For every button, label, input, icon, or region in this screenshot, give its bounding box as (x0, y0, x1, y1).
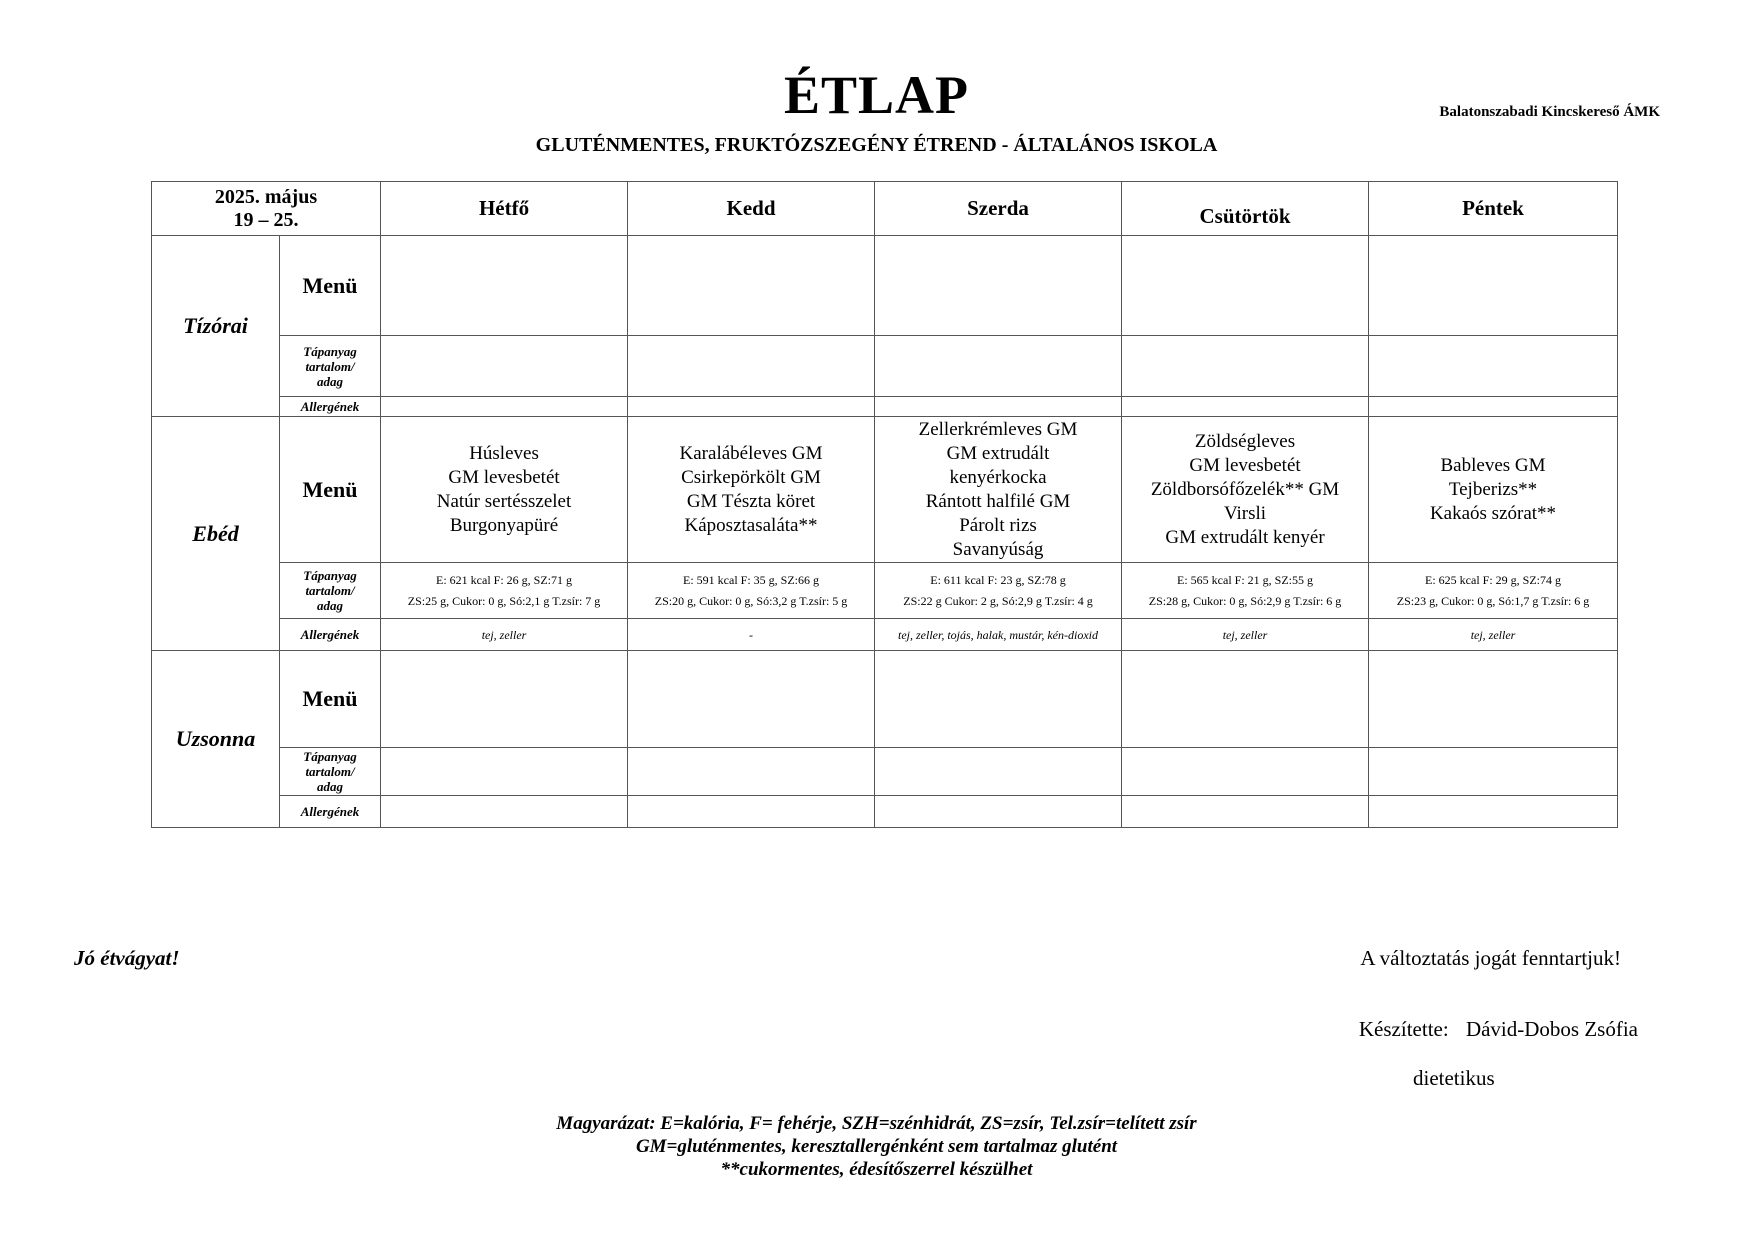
page-subtitle: GLUTÉNMENTES, FRUKTÓZSZEGÉNY ÉTREND - ÁLTALÁNOS ISKOLA (535, 134, 1218, 156)
menu-cell-friday: Bableves GM Tejberizs** Kakaós szórat** (1369, 417, 1618, 563)
allergen-cell-friday: tej, zeller (1369, 619, 1618, 651)
nutrition-cell (628, 748, 875, 796)
allergen-cell (1369, 796, 1618, 828)
legend (0, 1112, 1753, 1181)
menu-cell (875, 236, 1122, 336)
row-label-allergens: Allergének (280, 796, 381, 828)
allergen-cell (381, 796, 628, 828)
author-role: dietetikus (1413, 1066, 1495, 1090)
row-label-allergens: Allergének (280, 397, 381, 417)
nutrition-cell (1369, 336, 1618, 397)
meal-label-tizorai: Tízórai (152, 236, 280, 417)
menu-cell (875, 651, 1122, 748)
menu-cell (1122, 651, 1369, 748)
nutrition-cell-wednesday: E: 611 kcal F: 23 g, SZ:78 g ZS:22 g Cukor: 2 g, Só:2,9 g T.zsír: 4 g (875, 563, 1122, 619)
nutrition-cell (381, 748, 628, 796)
nutrition-cell (875, 336, 1122, 397)
table-row (152, 397, 1618, 417)
menu-cell (381, 651, 628, 748)
menu-cell (1369, 236, 1618, 336)
date-days: 19 – 25. (233, 208, 299, 231)
row-label-menu: Menü (280, 417, 381, 563)
rights-notice: A változtatás jogát fenntartjuk! (1360, 946, 1621, 970)
menu-cell-wednesday: Zellerkrémleves GM GM extrudált kenyérkocka Rántott halfilé GM Párolt rizs Savanyúság (875, 417, 1122, 563)
legend-line: Magyarázat: E=kalória, F= fehérje, SZH=szénhidrát, ZS=zsír, Tel.zsír=telített zsír (556, 1113, 1197, 1134)
nutrition-cell (628, 336, 875, 397)
allergen-cell (381, 397, 628, 417)
menu-cell-tuesday: Karalábéleves GM Csirkepörkölt GM GM Tészta köret Káposztasaláta** (628, 417, 875, 563)
allergen-cell (875, 397, 1122, 417)
menu-cell (1369, 651, 1618, 748)
row-label-menu: Menü (280, 651, 381, 748)
date-range-cell (152, 182, 381, 236)
menu-cell (628, 236, 875, 336)
table-row (152, 748, 1618, 796)
allergen-cell-wednesday: tej, zeller, tojás, halak, mustár, kén-dioxid (875, 619, 1122, 651)
header-row (152, 182, 1618, 236)
nutrition-cell (875, 748, 1122, 796)
menu-cell-monday: Húsleves GM levesbetét Natúr sertésszelet Burgonyapüré (381, 417, 628, 563)
table-row (152, 796, 1618, 828)
day-header-friday: Péntek (1369, 182, 1618, 236)
allergen-cell (1122, 397, 1369, 417)
menu-cell (628, 651, 875, 748)
table-row (152, 619, 1618, 651)
nutrition-cell (1122, 336, 1369, 397)
meal-label-uzsonna: Uzsonna (152, 651, 280, 828)
organization-name: Balatonszabadi Kincskereső ÁMK (1439, 104, 1660, 120)
nutrition-cell-thursday: E: 565 kcal F: 21 g, SZ:55 g ZS:28 g, Cukor: 0 g, Só:2,9 g T.zsír: 6 g (1122, 563, 1369, 619)
menu-cell-thursday: Zöldségleves GM levesbetét Zöldborsófőzelék** GM Virsli GM extrudált kenyér (1122, 417, 1369, 563)
table-row (152, 417, 1618, 563)
greeting-text: Jó étvágyat! (74, 946, 180, 970)
allergen-cell (628, 397, 875, 417)
prepared-by-name: Dávid-Dobos Zsófia (1465, 1017, 1638, 1041)
allergen-cell-thursday: tej, zeller (1122, 619, 1369, 651)
nutrition-cell (1369, 748, 1618, 796)
table-row (152, 651, 1618, 748)
day-header-wednesday: Szerda (875, 182, 1122, 236)
day-header-tuesday: Kedd (628, 182, 875, 236)
allergen-cell (1122, 796, 1369, 828)
table-row (152, 563, 1618, 619)
nutrition-cell-friday: E: 625 kcal F: 29 g, SZ:74 g ZS:23 g, Cukor: 0 g, Só:1,7 g T.zsír: 6 g (1369, 563, 1618, 619)
menu-cell (1122, 236, 1369, 336)
allergen-cell-monday: tej, zeller (381, 619, 628, 651)
day-header-thursday: Csütörtök (1122, 182, 1369, 236)
row-label-nutrition: Tápanyag tartalom/ adag (280, 563, 381, 619)
prepared-by-label: Készítette: (1358, 1017, 1449, 1041)
allergen-cell-tuesday: - (628, 619, 875, 651)
prepared-by (1359, 1017, 1638, 1042)
allergen-cell (1369, 397, 1618, 417)
nutrition-cell-monday: E: 621 kcal F: 26 g, SZ:71 g ZS:25 g, Cukor: 0 g, Só:2,1 g T.zsír: 7 g (381, 563, 628, 619)
allergen-cell (628, 796, 875, 828)
row-label-nutrition: Tápanyag tartalom/ adag (280, 748, 381, 796)
legend-line: **cukormentes, édesítőszerrel készülhet (720, 1159, 1033, 1180)
row-label-menu: Menü (280, 236, 381, 336)
row-label-nutrition: Tápanyag tartalom/ adag (280, 336, 381, 397)
table-row (152, 336, 1618, 397)
nutrition-cell (1122, 748, 1369, 796)
nutrition-cell (381, 336, 628, 397)
allergen-cell (875, 796, 1122, 828)
legend-line: GM=gluténmentes, keresztallergénként sem tartalmaz glutént (635, 1136, 1118, 1157)
meal-label-ebed: Ebéd (152, 417, 280, 651)
table-row (152, 236, 1618, 336)
nutrition-cell-tuesday: E: 591 kcal F: 35 g, SZ:66 g ZS:20 g, Cukor: 0 g, Só:3,2 g T.zsír: 5 g (628, 563, 875, 619)
row-label-allergens: Allergének (280, 619, 381, 651)
menu-table (151, 181, 1618, 828)
menu-cell (381, 236, 628, 336)
page-title: ÉTLAP (783, 65, 970, 125)
day-header-monday: Hétfő (381, 182, 628, 236)
date-month: 2025. május (214, 185, 318, 208)
